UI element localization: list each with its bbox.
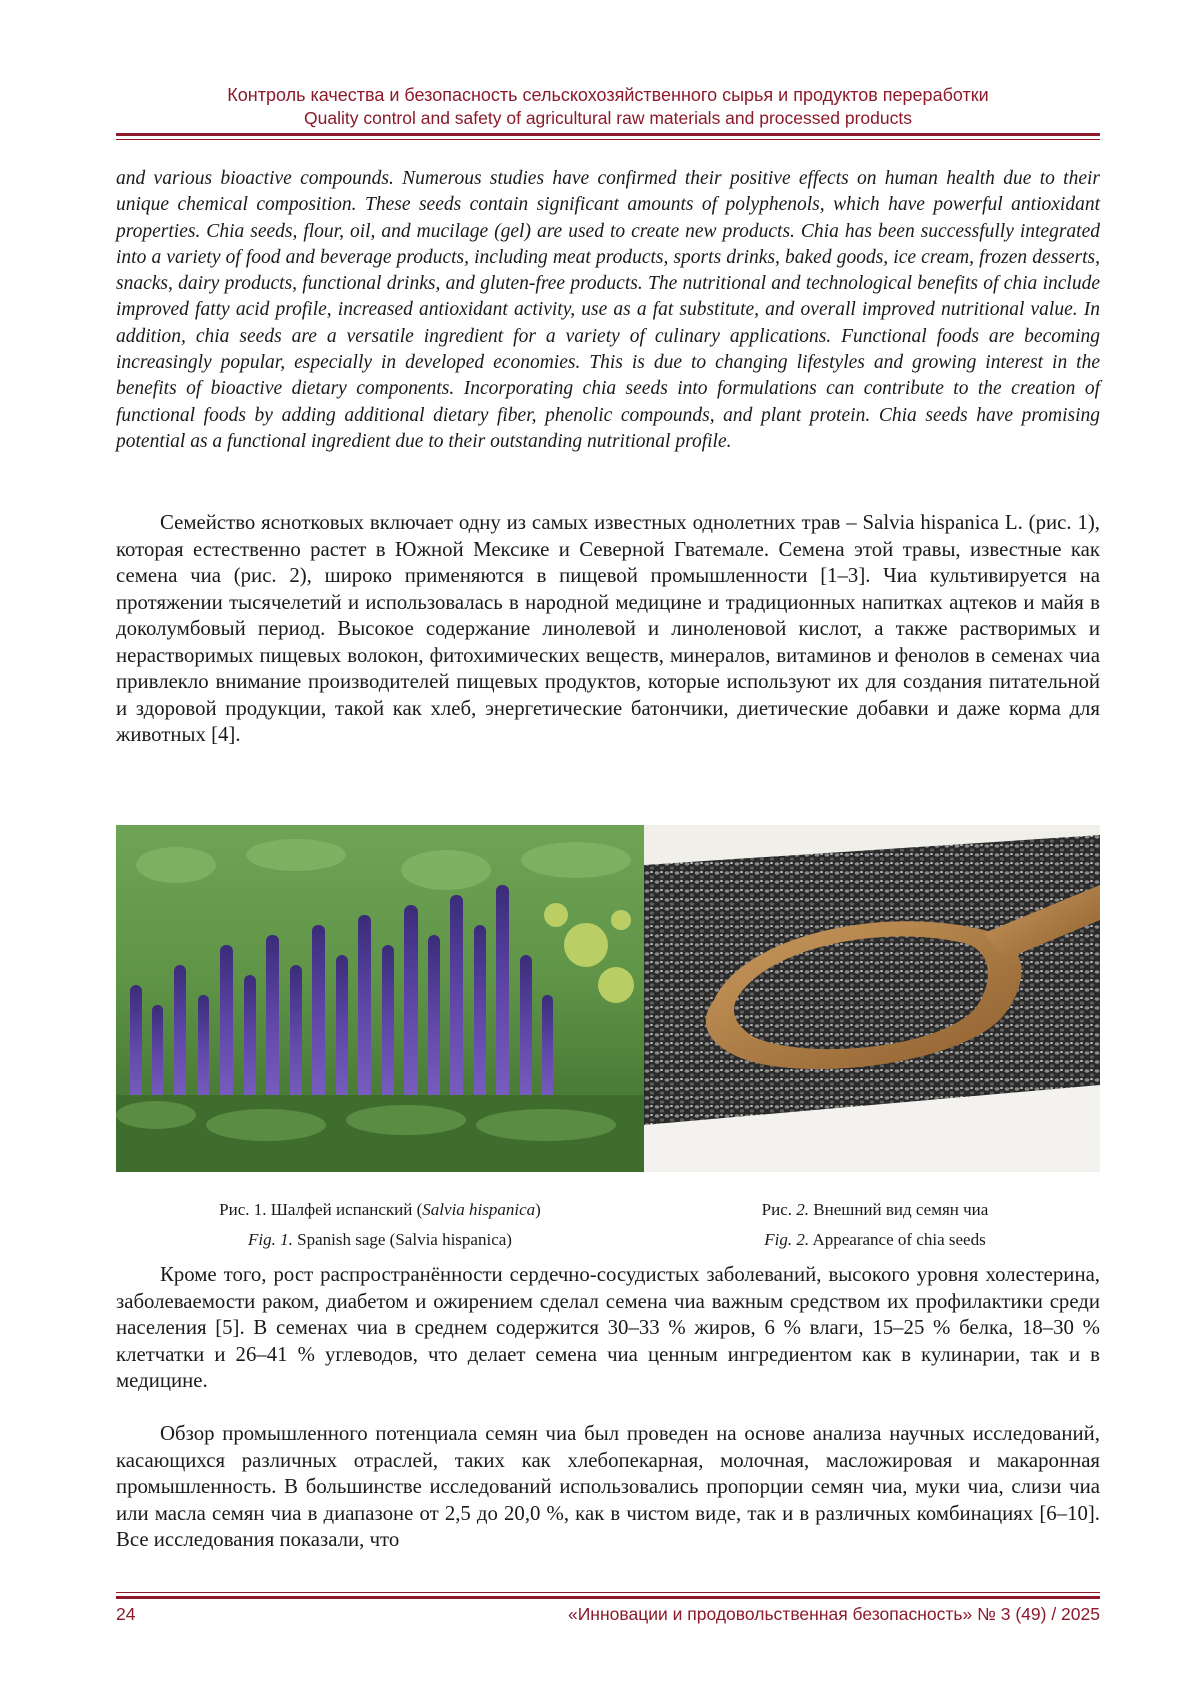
fig2-caption-en-text: Appearance of chia seeds	[809, 1230, 986, 1249]
header-rule-thick	[116, 133, 1100, 136]
fig1-caption-ru-italic: Salvia hispanica	[422, 1200, 536, 1219]
body-paragraph-3: Обзор промышленного потенциала семян чиа был проведен на основе анализа научных исследований, касающихся различных отраслей, таких как хлебопекарная, молочная, масложировая и макаронная промышленность. В большинстве исследований использовались пропорции семян чиа, муки чиа, слизи чиа или масла семян чиа в диапазоне от 2,5 до 20,0 %, как в чистом виде, так и в различных комбинациях [6–10]. Все исследования показали, что	[116, 1422, 1100, 1551]
abstract-continuation: and various bioactive compounds. Numerous studies have confirmed their positive effects on human health due to their unique chemical composition. These seeds contain significant amounts of polyphenols, which have powerful antioxidant properties. Chia seeds, flour, oil, and mucilage (gel) are used to create new products. Chia has been successfully integrated into a variety of food and beverage products, including meat products, sports drinks, baked goods, ice cream, frozen desserts, snacks, dairy products, functional drinks, and gluten-free products. The nutritional and technological benefits of chia include improved fatty acid profile, increased antioxidant activity, use as a fat substitute, and overall improved nutritional value. In addition, chia seeds are a versatile ingredient for a variety of culinary applications. Functional foods are becoming increasingly popular, especially in developed economies. This is due to changing lifestyles and growing interest in the benefits of bioactive dietary components. Incorporating chia seeds into formulations can contribute to the creation of functional foods by adding additional dietary fiber, phenolic compounds, and plant protein. Chia seeds have promising potential as a functional ingredient due to their outstanding nutritional profile.	[116, 168, 1100, 452]
fig2-caption-en-label: Fig. 2.	[764, 1230, 810, 1249]
header-title-ru: Контроль качества и безопасность сельскохозяйственного сырья и продуктов переработки	[227, 85, 989, 105]
running-header	[116, 83, 1100, 130]
header-rule-thin	[116, 139, 1100, 140]
figure-1-salvia-photo	[116, 825, 644, 1172]
fig2-caption-ru-italic: 2.	[796, 1200, 810, 1219]
figure-2-caption-ru	[670, 1195, 1080, 1225]
fig1-caption-en-label: Fig. 1.	[248, 1230, 293, 1249]
header-title-en: Quality control and safety of agricultural raw materials and processed products	[304, 108, 912, 128]
figure-2-chia-seeds-photo	[644, 825, 1100, 1172]
figure-2-caption-en	[670, 1225, 1080, 1255]
figure-1-caption-en	[140, 1225, 620, 1255]
fig2-caption-ru-prefix: Рис.	[761, 1200, 797, 1219]
body-paragraph-2: Кроме того, рост распространённости сердечно-сосудистых заболеваний, высокого уровня холестерина, заболеваемости раком, диабетом и ожирением сделал семена чиа важным средством их профилактики среди населения [5]. В семенах чиа в среднем содержится 30–33 % жиров, 6 % влаги, 15–25 % белка, 18–30 % клетчатки и 26–41 % углеводов, что делает семена чиа ценным ингредиентом как в кулинарии, так и в медицине.	[116, 1263, 1100, 1392]
fig1-caption-ru-suffix: )	[535, 1200, 541, 1219]
figure-1-caption-ru	[140, 1195, 620, 1225]
page-number: 24	[116, 1604, 136, 1624]
fig1-caption-en-text: Spanish sage (Salvia hispanica)	[292, 1230, 512, 1249]
fig2-caption-ru-suffix: Внешний вид семян чиа	[809, 1200, 989, 1219]
body-paragraph-1: Семейство яснотковых включает одну из самых известных однолетних трав – Salvia hispanica L. (рис. 1), которая естественно растет в Южной Мексике и Северной Гватемале. Семена этой травы, известные как семена чиа (рис. 2), широко применяются в пищевой промышленности [1–3]. Чиа культивируется на протяжении тысячелетий и использовалась в народной медицине и традиционных напитках ацтеков и майя в доколумбовый период. Высокое содержание линолевой и линоленовой кислот, а также растворимых и нерастворимых пищевых волокон, фитохимических веществ, минералов, витаминов и фенолов в семенах чиа привлекло внимание производителей пищевых продуктов, которые используют их для создания питательной и здоровой продукции, такой как хлеб, энергетические батончики, диетические добавки и даже корма для животных [4].	[116, 511, 1100, 746]
fig1-caption-ru-prefix: Рис. 1. Шалфей испанский (	[219, 1200, 423, 1219]
footer-rule-thin	[116, 1592, 1100, 1593]
footer-rule-thick	[116, 1596, 1100, 1599]
figure-2-caption	[670, 1195, 1080, 1255]
journal-issue: «Инновации и продовольственная безопасность» № 3 (49) / 2025	[568, 1604, 1100, 1624]
figure-1-caption	[140, 1195, 620, 1255]
